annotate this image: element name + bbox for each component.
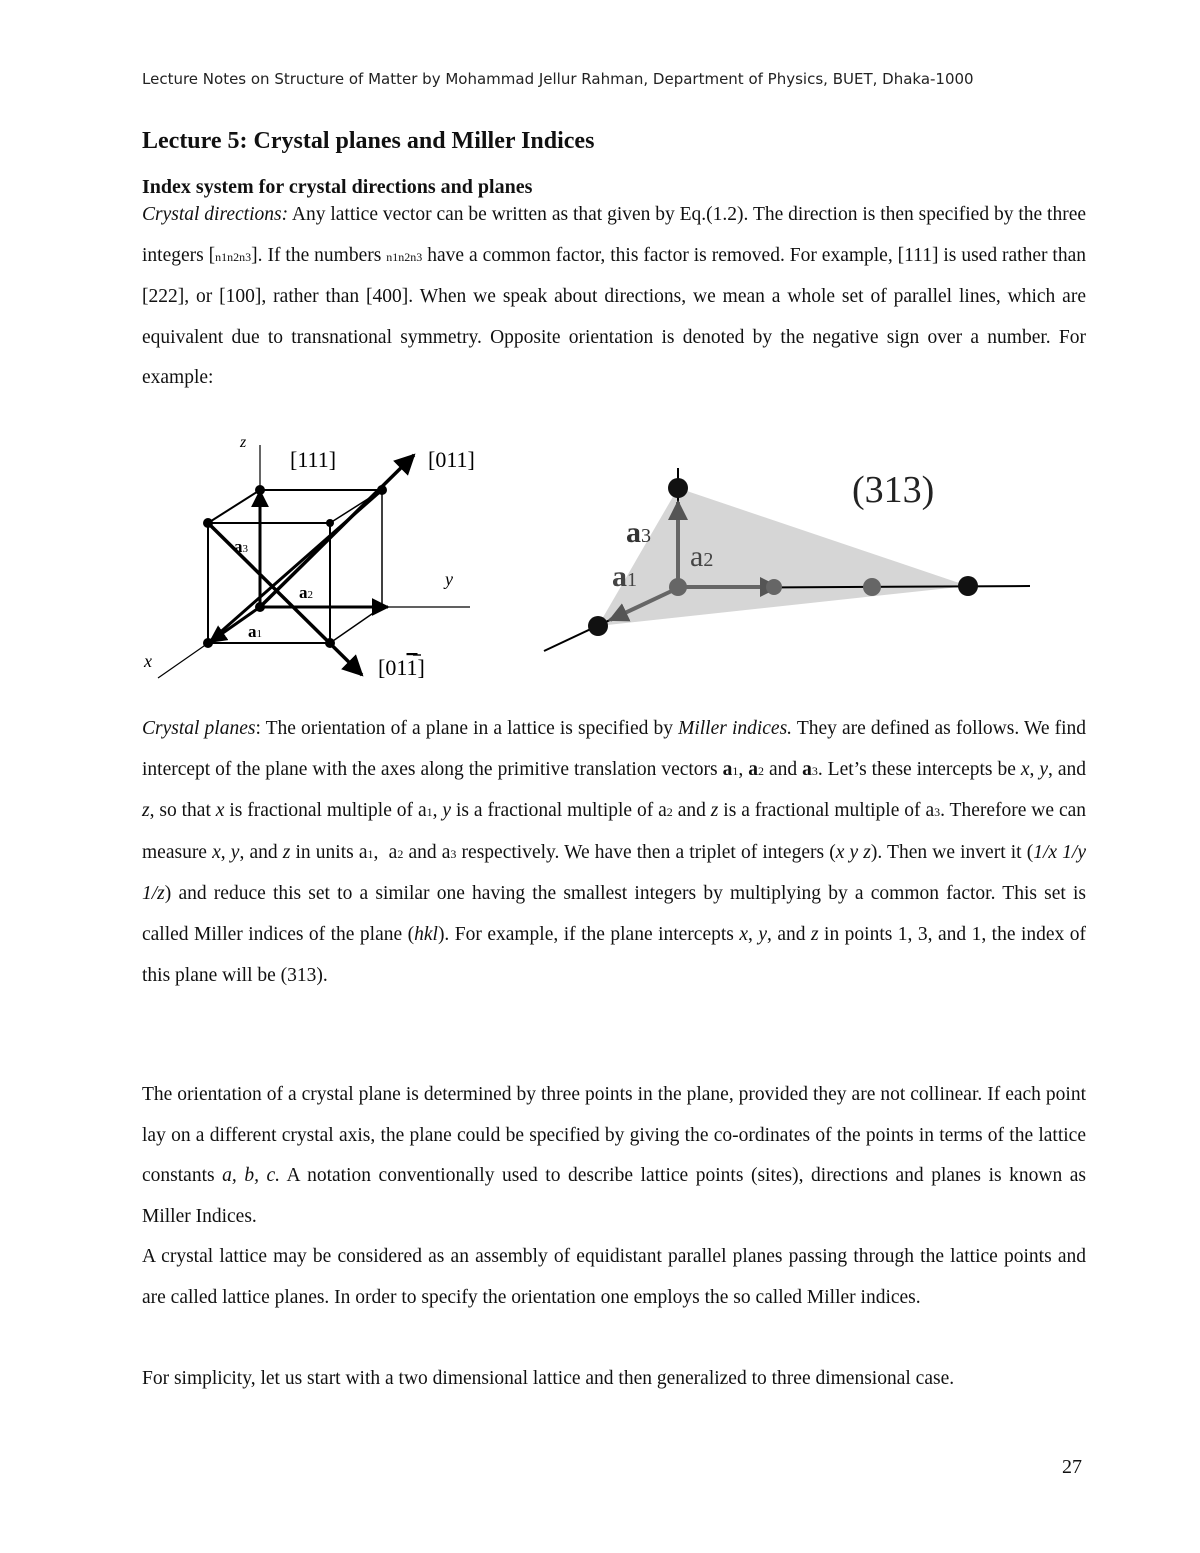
plane-313-label: (313) bbox=[852, 469, 935, 511]
direction-01bar1-label: [011] bbox=[378, 655, 425, 680]
a2-label: a2 bbox=[299, 583, 313, 602]
lattice-point bbox=[766, 579, 782, 595]
lattice-point bbox=[958, 576, 978, 596]
planes-label: Crystal planes bbox=[142, 718, 256, 739]
directions-label: Crystal directions: bbox=[142, 204, 289, 225]
x-axis-label: x bbox=[144, 651, 152, 671]
y-axis-label: y bbox=[445, 569, 453, 589]
crystal-planes-paragraph: Crystal planes: The orientation of a plane in a lattice is specified by Miller indices. They are defined as follows. We find intercept of the plane with the axes along the primitive translation vectors a1, a2 and a3. Let’s these intercepts be x, y, and z, so that x is fractional multiple of a1, y is a fractional multiple of a2 and z is a fractional multiple of a3. Therefore we can measure x, y, and z in units a1, a2 and a3 respectively. We have then a triplet of integers (x y z). Then we invert it (1/x 1/y 1/z) and reduce this set to a similar one having the smallest integers by multiplying by a common factor. This set is called Miller indices of the plane (hkl). For example, if the plane intercepts x, y, and z in points 1, 3, and 1, the index of this plane will be (313). bbox=[142, 718, 1087, 986]
direction-01bar1-arrow bbox=[208, 523, 362, 675]
direction-011-arrow bbox=[260, 455, 414, 607]
plane-313-figure bbox=[540, 460, 1040, 660]
lattice-point bbox=[255, 602, 265, 612]
a2-label: a2 bbox=[690, 540, 714, 573]
simplicity-paragraph: For simplicity, let us start with a two dimensional lattice and then generalized to three dimensional case. bbox=[142, 1368, 955, 1389]
crystal-directions-figure bbox=[140, 425, 500, 695]
direction-011-label: [011] bbox=[428, 447, 475, 472]
a3-label: a3 bbox=[234, 537, 248, 556]
a3-label: a3 bbox=[626, 516, 651, 549]
directions-paragraph: Crystal directions: Any lattice vector can be written as that given by Eq.(1.2). The direction is then specified by the three integers [n1n2n3]. If the numbers n1n2n3 have a common factor, this factor is removed. For example, [111] is used rather than [222], or [100], rather than [400]. When we speak about directions, we mean a whole set of parallel lines, which are equivalent due to transnational symmetry. Opposite orientation is denoted by the negative sign over a number. For example: bbox=[142, 204, 1087, 389]
lattice-point bbox=[203, 518, 213, 528]
orientation-paragraph: The orientation of a crystal plane is determined by three points in the plane, provided they are not collinear. If each point lay on a different crystal axis, the plane could be specified by giving the co-ordinates of the points in terms of the lattice constants a, b, c. A notation conventionally used to describe lattice points (sites), directions and planes is known as Miller Indices. bbox=[142, 1084, 1087, 1227]
lattice-point bbox=[668, 478, 688, 498]
lattice-point bbox=[669, 578, 687, 596]
lattice-planes-paragraph: A crystal lattice may be considered as an assembly of equidistant parallel planes passing through the lattice points and are called lattice planes. In order to specify the orientation one employs the so called Miller indices. bbox=[142, 1246, 1086, 1308]
lattice-point bbox=[255, 485, 265, 495]
lattice-point bbox=[588, 616, 608, 636]
lattice-point bbox=[325, 638, 335, 648]
a1-label: a1 bbox=[612, 560, 637, 593]
lattice-point bbox=[326, 519, 334, 527]
lecture-title: Lecture 5: Crystal planes and Miller Indices bbox=[142, 128, 595, 154]
lattice-point bbox=[377, 485, 387, 495]
lattice-point bbox=[203, 638, 213, 648]
page-number: 27 bbox=[1062, 1456, 1082, 1478]
direction-111-label: [111] bbox=[290, 447, 337, 472]
a1-label: a1 bbox=[248, 622, 262, 641]
running-header: Lecture Notes on Structure of Matter by Mohammad Jellur Rahman, Department of Physics, BUET, Dhaka-1000 bbox=[142, 70, 974, 88]
section-subtitle: Index system for crystal directions and planes bbox=[142, 176, 533, 198]
lattice-point bbox=[863, 578, 881, 596]
z-axis-label: z bbox=[240, 434, 247, 451]
